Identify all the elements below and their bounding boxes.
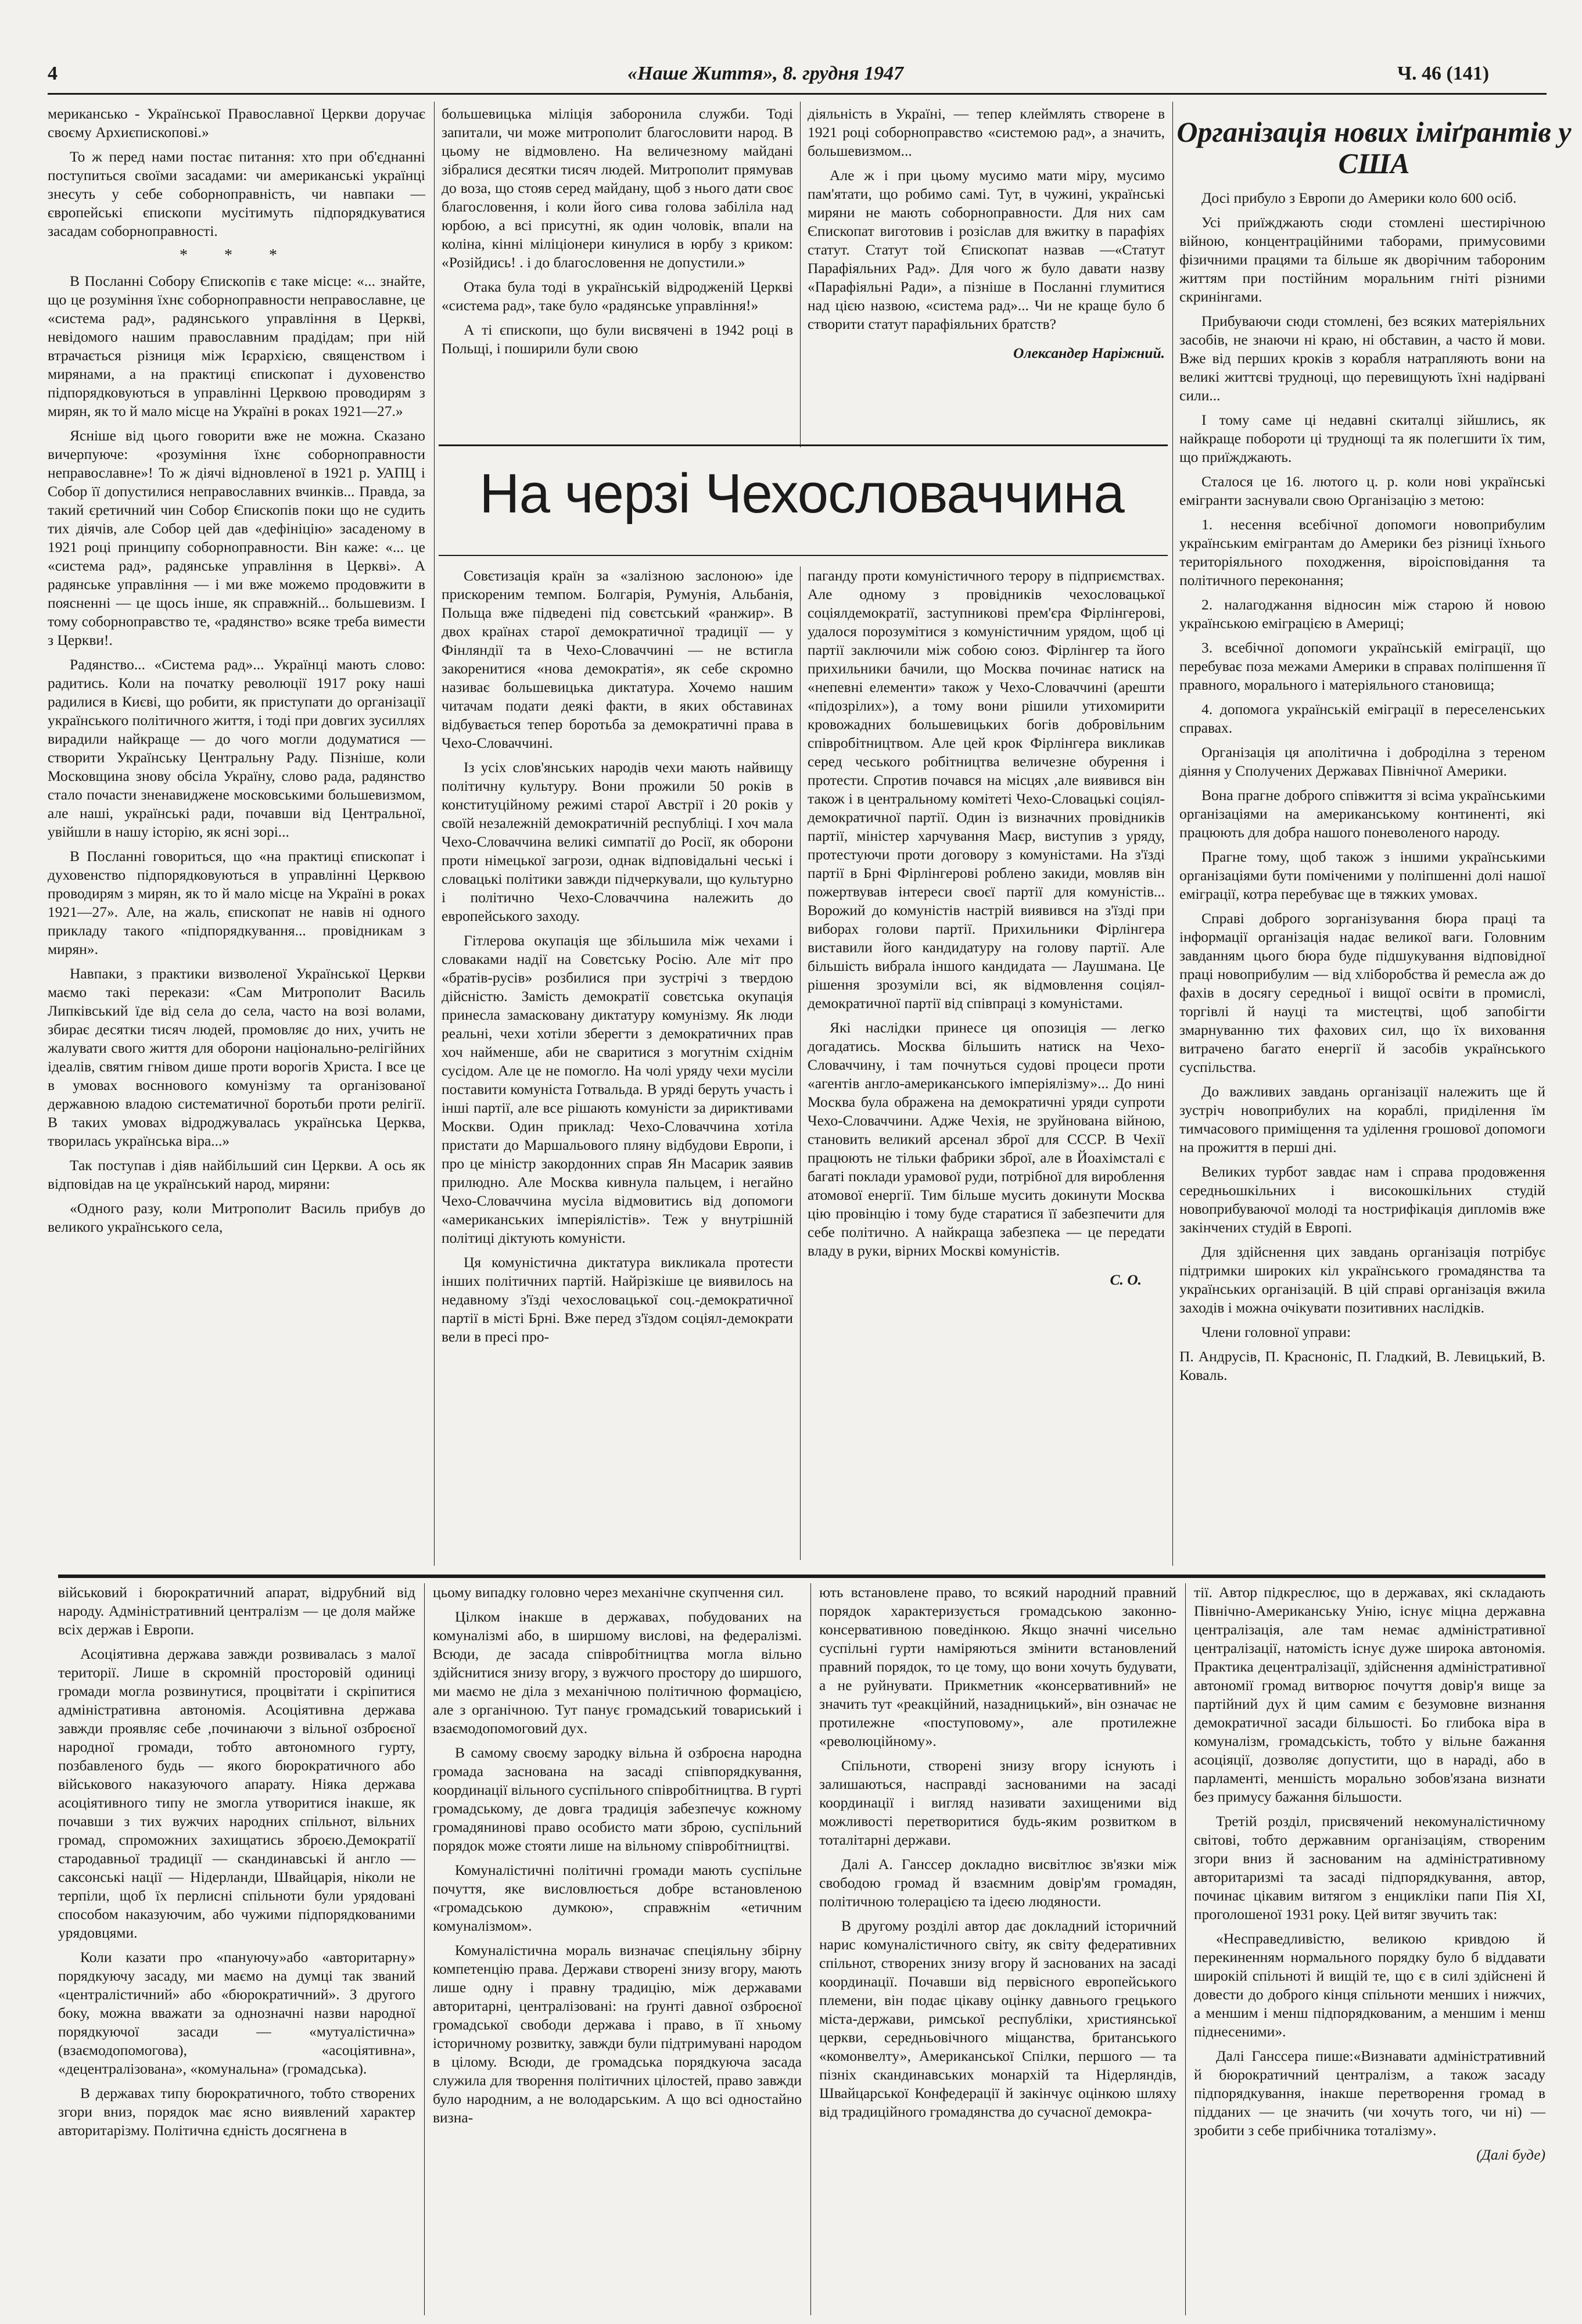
paragraph: В самому своєму зародку вільна й озброєна народна громада заснована на засаді співпорядкування, координації вільного суспільного співробітництва. В гурті громадському, де довга традиція забезпечує кожному громадянинові право особисто мати зброю, суспільний порядок може стояти лише на вільному співробітництві. — [433, 1744, 802, 1854]
article-rule — [439, 444, 1168, 446]
continued-note: (Далі буде) — [1476, 2146, 1545, 2163]
header-rule — [48, 93, 1547, 95]
paragraph: цьому випадку головно через механічне скупчення сил. — [433, 1584, 784, 1601]
paragraph: До важливих завдань організації належить ще й зустріч новоприбулих на кораблі, приділення їм тимчасового приміщення та уділення грошової допомоги на прожиття в перші дні. — [1179, 1083, 1545, 1156]
paragraph: Гітлерова окупація ще збільшила між чехами і словаками надії на Совєтську Росію. Але міт про «братів-русів» розбилися при зустрічі з твердою дійсністю. Замість демократії совєтська окупація принесла замасковану диктатуру комунізму. Як люди реальні, чехи хотіли зберегти з демократичних прав хоч найменше, аби не сваритися з могутнім східнім сусідом. Але це не помогло. На чолі уряду чехи мусіли поставити комуніста Готвальда. В уряді беруть участь і інші партії, але все рішають комуністи за дириктивами Москви. Один приклад: Чехо-Словаччина хотіла пристати до Маршальового пляну відбудови Европи, і про це міністр закордонних справ Ян Масарик заявив прилюдно. Але Москва кивнула пальцем, і негайно Чехо-Словаччина мусіла відмовитись від допомоги «американських імперіялістів». Теж у внутрішній політиці діктують комуністи. — [442, 932, 793, 1246]
paragraph: Так поступав і діяв найбільший син Церкви. А ось як відповідав на це український народ, миряни: — [48, 1157, 425, 1192]
article-4-column-4 — [1194, 1583, 1545, 2170]
article-headline: На черзі Чехословаччина — [479, 462, 1124, 525]
paragraph: большевицька міліція заборонила служби. Тоді запитали, чи може митрополит благословити народ. В цьому не відмовлено. На величезному майдані зібралися десятки тисяч людей. Митрополит прямував до воза, що стояв серед майдану, щоб з нього дати своє благословення, і коли його сива голова забіліла над юрбою, а всі присутні, як один чоловік, впали на коліна, кінні міліціонери кинулися в юрбу з криком: «Розійдись! . і до благословення не допустили.» — [442, 105, 793, 271]
article-column-3 — [808, 105, 1165, 363]
paragraph: мерикансько - Української Православної Церкви доручає своєму Архиєпископові.» — [48, 105, 425, 141]
paragraph: Усі приїжджають сюди стомлені шестирічною війною, концентраційними таборами, примусовими фізичними працями та більше як двоpічним табороним життям при постійним моральним гніті різними скринінгами. — [1179, 214, 1545, 305]
paragraph: Навпаки, з практики визволеної Української Церкви маємо такі перекази: «Сам Митрополит Василь Липківський їде від села до села, часто на возі волами, збирає десятки тисяч людей, промовляє до них, учить не жалувати свого життя для оборони національно-релігійних ідеалів, святим гнівом дише проти ворогів Христа. І все це в умовах восннового комунізму та організованої державною владою систематичної боротьби проти релігії. В таких умовах відроджувалась українська Церква, творилась українська віра...» — [48, 965, 425, 1149]
paragraph: Але ж і при цьому мусимо мати міру, мусимо пам'ятати, що робимо самі. Тут, в чужині, українські миряни не мають соборноправности. Для них сам Єпископат виготовив і розіслав для вжитку в парафіях статут. Статут той Єпископат назвав —«Статут Парафіяльних Рад». Для чого ж було давати назву «Парафіяльні Ради», а пізніше в Посланні глумитися над цією назвою, «система рад»... Чи не краще було б створити статут парафіяльних братств? — [808, 167, 1165, 332]
col-separator — [1172, 102, 1173, 1566]
paragraph: Великих турбот завдає нам і справа продовження середньошкільних і високошкільних студій новоприбуваючої молоді та нострифікація дипломів вже закінчених студій в Европі. — [1179, 1163, 1545, 1236]
paragraph: Цілком інакше в державах, побудованих на комуналізмі або, в ширшому вислові, на федералізмі. Всюди, де засада співробітництва могла вільно здійснитися знизу вгору, з вужчого простору до ширшого, ми маємо не діла з механічною політичною формацією, але з органічною. Тут панує громадський товариський і взаємодопомоговий дух. — [433, 1608, 802, 1737]
paragraph: Для здійснення цих завдань організація потрібує підтримки широких кіл українського громадянства та українських організацій. В цій справі організація вжила заходів і можна очікувати позитивних наслідків. — [1179, 1243, 1545, 1316]
paragraph: Які наслідки принесе ця опозиція — легко догадатись. Москва більшить натиск на Чехо-Словаччину, і там почнуться судові процеси проти «агентів англо-американського імперіялізму»... До нині Москва була ображена на демократичні уряди супроти Чехо-Словаччини. Адже Чехія, не зруйнована війною, становить великий арсенал зброї для СССР. В Чехії працюють не тільки фабрики зброї, але в Йоахімсталі є багаті поклади урамової руди, потрібної для вироблення атомової енергії. Тим більше мусить докинути Москва цію провінцію і тому буде старатися її забезпечити для себе політично. А найкраща забезпека — це передати владу в руки, вірних Москві комуністів. — [808, 1019, 1165, 1259]
page-number: 4 — [48, 63, 58, 84]
paragraph: В другому розділі автор дає докладний історичний нарис комуналістичного світу, як світу федеративних спільнот, створених знизу вгору й заснованих на засаді координації. Почавши від первісного европейського племени, він подає цікаву оцінку давнього грецького міста-держави, римської республіки, християнської церкви, середньовічного міщанства, британського «комонвелту», Американської Спілки, першого — та пізніх скандинавських монархій та Нідерляндів, Швайцарської Конфедерації й закінчує оцінкою шляху від традиційного громадянства до сучасної демокра- — [819, 1917, 1176, 2120]
paragraph: «Одного разу, коли Митрополит Василь прибув до великого українського села, — [48, 1200, 425, 1235]
paragraph: Коли казати про «пануючу»або «авторитарну» порядкуючу засаду, ми маємо на думці так званий «централістичний» або «бюрократичний». З другого боку, можна вважати за однозначні назви народної порядкуючої засади — «мутуалістична» (взаємодопомогова), «асоціятивна», «децентралізована», «комунальна» (громадська). — [58, 1949, 415, 2077]
list-item: 2. налагоджання відносин між старою й новою українською еміграцією в Америці; — [1179, 596, 1545, 632]
board-members: П. Андрусів, П. Красноніс, П. Гладкий, В. Левицький, В. Коваль. — [1179, 1348, 1545, 1383]
paragraph: В Посланні Собору Єпископів є таке місце: «... знайте, що це розуміння їхнє соборноправности неправославне, це «система рад», радянського управління в Церкві, невідомого нашим православним прадідам; при ній втрачається різниця між Ієрархією, священством і мирянами, а на практиці єпископат і духовенство підпорядковуються в управлінні Церквою проводирям з мирян, як то й мало місце на Україні в роках 1921—27.» — [48, 272, 425, 419]
paragraph: В Посланні говориться, що «на практиці єпископат і духовенство підпорядковуються в управлінні Церквою проводирям з мирян, як то й мало місце на Україні в роках 1921—27». Але, на жаль, єпископат не навів ні одного прикладу такого «підпорядкування... провідникам з мирян». — [48, 848, 425, 957]
author-signature: С. О. — [1110, 1271, 1142, 1288]
paragraph: Вона прагне доброго співжиття зі всіма українськими організаціями на американському континенті, які працюють для добра нашого поневоленого народу. — [1179, 787, 1545, 841]
paragraph: Далі Ганссера пише:«Визнавати адміністративний й бюрократичний централізм, а також засаду підпорядкування, інакше перетворення громад в підданих — це значить (чи хочуть того, чи ні) — зробити з себе прибічника тоталізму». — [1194, 2047, 1545, 2139]
paragraph: Комуналістичні політичні громади мають суспільне почуття, яке висловлюється добре встановленою «громадською думкою», справжнім «етичним комуналізмом». — [433, 1862, 802, 1934]
paragraph: І тому саме ці недавні скиталці зійшлись, як найкраще побороти ці труднощі та як полегшити їх тим, що приїжджають. — [1179, 411, 1545, 465]
paragraph: Асоціятивна держава завжди розвивалась з малої території. Лише в скромній просторовій одиниці громади могла розвинутися, процвітати і скріпитися адміністративна автономія. Асоціятивна держава завжди проявляє себе ,починаючи з вільної озброєної народної громади, тобто автономного гурту, позбавленого будь — якого бюрократичного або військового наказуючого апарату. Ніяка держава асоціятивного типу не змогла утворитися інакше, як почавши з тих вужчих народних спільнот, вільних громад, спроможних захищатись зброєю.Демократії стародавньої традиції — скандинавські й англо — саксонські нації — Нідерланди, Швайцарія, ніколи не терпіли, щоб їх перлисні спільноти були урядовані способом наказуючим, або чужими підпорядкованими урядовцями. — [58, 1645, 415, 1941]
author-signature: Олександер Наріжний. — [1013, 345, 1165, 361]
paragraph: паганду проти комуністичного терору в підприємствах. Але одному з провідників чехословацької соціялдемократії, заступникові прем'єра Фірлінгерові, удалося порозумітися з комуністичним урядом, щоб ці партії заключили між собою союз. Фірлінгер та його прихильники бачили, що Москва починає натиск на «непевні елементи» також у Чехо-Словаччині (арешти «підозрілих»), а тому вони рішили утихомирити кровожадних большевицьких богів добровільним співробітництвом. Але цей крок Фірлінгера викликав серед чеського робітництва величезне обурення і протести. Спротив почався на місцях ,але виявився він також і в центральному комітеті Чехо-Словацькі соціял-демократичної партії. Один із визначних провідників партії, міністер харчування Маєр, виступив з уряду, протестуючи проти договору з комуністами. На з'їзді партії в Брні Фірлінгерові роблено закиди, мовляв він пожертвував інтереси своєї партії для комуністів... Ворожий до комуністів настрій виявився на з'їзді при виборах голови партії. Прихильники Фірлінгера виставили його кандидатуру на голову партії. Але більшість вибрала іншого кандидата — Лаушмана. Це рішення зрозуміли всі, як відмовлення соціял-демократичної партії від співпраці з комуністами. — [808, 567, 1165, 1012]
col-separator — [1185, 1583, 1186, 2315]
headline-rule — [439, 555, 1168, 556]
masthead: «Наше Життя», 8. грудня 1947 — [627, 63, 904, 84]
col-separator — [810, 1583, 811, 2315]
article-2-column-right — [808, 566, 1165, 1289]
paragraph: діяльність в Україні, — тепер клеймлять створене в 1921 році соборноправство «системою рад», а значить, большевизмом... — [808, 105, 1165, 159]
paragraph: Спільноти, створені знизу вгору існують і залишаються, насправді заснованими на засаді координації і вигляд називати захищеними від можливості перетворитися будь-яким розвитком в тоталітарні держави. — [819, 1757, 1176, 1848]
article-column-2 — [442, 105, 793, 364]
article-4-column-3 — [819, 1583, 1176, 2127]
paragraph: В державах типу бюрократичного, тобто створених згори вниз, порядок має ясно виявлений характер авторитарізму. Політична єдність досягнена в — [58, 2085, 415, 2139]
paragraph: Члени головної управи: — [1201, 1324, 1351, 1340]
paragraph: Справі доброго зорганізування бюра праці та інформації організація надає великої ваги. Головним завданням цього бюра буде підшукування відповідної праці новоприбулим — від хліборобства й ремесла аж до фахів в досягу середньої і вищої освіти в промислі, торгівлі й науці та мистецтві, щоб запобігти змарнуванню тих фахових сил, що їх виховання витрачено багато енергії й засобів українського суспільства. — [1179, 910, 1545, 1075]
col-separator — [424, 1583, 425, 2315]
paragraph: Організація ця аполітична і доброділна з тереном діяння у Сполучених Державах Північної Америки. — [1179, 744, 1545, 779]
paragraph: тії. Автор підкреслює, що в державах, які складають Північно-Американську Унію, існує міцна державна централізація, але там немає адміністративної централізації, натомість існує дуже широка автономія. Практика децентралізації, здійснення адміністративної автономії громад витворює почуття довір'я вище за партійний дух й цим самим є безумовне визнання демократичної засади більшості. Бо глибока віра в комуналізм, громадськість, тобто у вільне бажання асоціяції, дозволяє допустити, що в нараді, або в парламенті, меншість морально зобов'язана визнати без примусу бажання більшости. — [1194, 1584, 1545, 1805]
list-item: 4. допомога українській еміграції в переселенських справах. — [1179, 701, 1545, 736]
col-separator — [800, 102, 801, 447]
article-3-column — [1179, 189, 1545, 1390]
paragraph: Радянство... «Система рад»... Українці мають слово: радитись. Коли на початку революції 1917 року наші радилися в Києві, що робити, як приступати до організації українського політичного життя, і тоді при довгих зусиллях вирадили найкраще — до чого могли додуматися — створити Українську Центральну Раду. Пізніше, коли Московщина знову обсіла Україну, слово рада, радянство стало почасти зненавиджене московськими большевизмом, але наші, українські ради, почавши від Центральної, увійшли в нашу історію, як ясні зорі... — [48, 656, 425, 840]
article-title: Організація нових іміґрантів у США — [1176, 116, 1572, 180]
article-4-column-2 — [433, 1583, 802, 2133]
article-2-column-left — [442, 566, 793, 1352]
paragraph: Далі А. Ганссер докладно висвітлює зв'язки між свободою громад й взаємним довір'ям громадян, політичною толерацією та ідеєю людяности. — [819, 1856, 1176, 1910]
col-separator — [800, 566, 801, 1560]
paragraph: «Несправедливістю, великою кривдою й перекиненням нормального порядку було б віддавати широкій спільноті й вищій те, що є в силі здійснені й довести до доброго кінця спільноти менших і нижчих, а меншим і менш підпорядкованим, а меншим і менш піднесеними». — [1194, 1930, 1545, 2040]
paragraph: Отака була тоді в українській відродженій Церкві «система рад», таке було «радянське управління!» — [442, 278, 793, 314]
paragraph: Ясніше від цього говорити вже не можна. Сказано вичерпуюче: «розуміння їхнє соборноправности неправославне»! То ж діячі відновленої в 1921 р. УАПЦ і Собор її допустилися неправославних вчинків... Правда, за такий єретичний чин Собор Єпископів поки що не судить тих діячів, але Собор цей дав «дефініцію» засаденому в 1921 році принципу соборноправности. Він каже: «... це «система рад», радянське управління в Церкві». А радянське управління — і ми вже можемо продовжити в поясненні — це щось інше, як справжній... большевизм. І тому соборноправство те, «радянство» всяке треба вимести з Церкви!. — [48, 427, 425, 648]
paragraph: Прагне тому, щоб також з іншими українськими організаціями бути поміченими у поліпшенні долі нашої еміграції, котра перебуває ще в тяжких умовах. — [1179, 848, 1545, 902]
paragraph: військовий і бюрократичний апарат, відрубний від народу. Адміністративний централізм — це доля майже всіх держав і Европи. — [58, 1584, 415, 1638]
paragraph: Ця комуністична диктатура викликала протести інших політичних партій. Найрізкіше це виявилось на недавному з'їзді чехословацької соц.-демократичної партії в місті Брні. Вже перед з'їздом соціял-демократи вели в пресі про- — [442, 1254, 793, 1345]
paragraph: ють встановлене право, то всякий народний правний порядок характеризується громадською законно-консервативною поведінкою. Якщо значні чисельно суспільні гурти наміряються змінити встановлений правний порядок, то це тому, що вони хочуть будувати, а не руйнувати. Прикметник «консервативний» не значить тут «реакційний, назадницький», він означає не протилежне «поступовому», але протилежне «революційному». — [819, 1584, 1176, 1749]
paragraph: Третій розділ, присвячений некомуналістичному світові, тобто державним організаціям, створеним згори вниз й заснованим на адміністративному авторитаризмі та засаді підпорядкування, автор, починає цікавим витягом з енцикліки папи Пія XI, проголошеної 1931 року. Цей витяг звучить так: — [1194, 1813, 1545, 1923]
article-column-1 — [48, 105, 425, 1242]
col-separator — [434, 102, 435, 1566]
issue-number: Ч. 46 (141) — [1397, 63, 1490, 84]
paragraph: То ж перед нами постає питання: хто при об'єднанні поступиться своїми засадами: чи американські українці знесуть у себе соборноправність, чи навпаки — європейські єпископи мусітимуть підпорядкуватися засадам соборноправності. — [48, 148, 425, 239]
article-4-column-1 — [58, 1583, 415, 2146]
list-item: 1. несення всебічної допомоги новоприбулим українським емігрантам до Америки без різниці їхнього територіяльного походження, віроісповідання та політичного переконання; — [1179, 516, 1545, 589]
paragraph: Комуналістична мораль визначає спеціяльну збірну компетенцію права. Держави створені знизу вгору, мають лише одну і правну традицію, між державами авторитарні, централізовані: на ґрунті давної озброєної громадської свободи держава і право, в її хньому історичному розвитку, завжди були підтримувані народом в цілому. Всюди, де громадська порядкуюча засада служила для творення політичних цілостей, право завжди було народним, а не володарським. А що всі одностайно визна- — [433, 1942, 802, 2126]
paragraph: Прибуваючи сюди стомлені, без всяких матеріяльних засобів, не знаючи ні краю, ні обставин, а часто й мови. Вже від перших кроків з корабля натрапляють вони на великі життєві трудноці, що перевищують їхні надірвані сили... — [1179, 313, 1545, 404]
paragraph: Досі прибуло з Европи до Америки коло 600 осіб. — [1201, 189, 1517, 206]
paragraph: Сталося це 16. лютого ц. р. коли нові українські емігранти заснували свою Організацію з метою: — [1179, 473, 1545, 508]
paragraph: Із усіх слов'янських народів чехи мають найвищу політичну культуру. Вони прожили 50 років в конституційному режимі старої Австрії і 20 років у своїй незалежній демократичній республіці. І хоч мала Чехо-Словаччина великі симпатії до Росії, як оборони проти німецької загрози, однак відповідальні чеські і словацькі політики завжди підчеркували, що культурно і політично Чехо-Словаччина належить до европейського заходу. — [442, 759, 793, 924]
paragraph: А ті єпископи, що були висвячені в 1942 році в Польщі, і поширили були свою — [442, 321, 793, 357]
paragraph: Совєтизація країн за «залізною заслоною» іде прискореним темпом. Болгарія, Румунія, Альбанія, Польща вже підведені під совєтський «ранжир». В двох країнах старої демократичної традиції — у Фінляндії та в Чехо-Словаччині — не встигла закоренитися «нова демократія», як себе скромно називає большевицька диктатура. Хочемо нашим читачам подати деякі факти, в яких обставинах відбувається тепер боротьба за демократичні права в Чехо-Словаччині. — [442, 567, 793, 751]
section-rule — [58, 1575, 1545, 1578]
section-divider-stars: * * * — [180, 246, 293, 264]
list-item: 3. всебічної допомоги українській еміграції, що перебуває поза межами Америки в справах поліпшення її правного, морального і матеріяльного становища; — [1179, 639, 1545, 693]
